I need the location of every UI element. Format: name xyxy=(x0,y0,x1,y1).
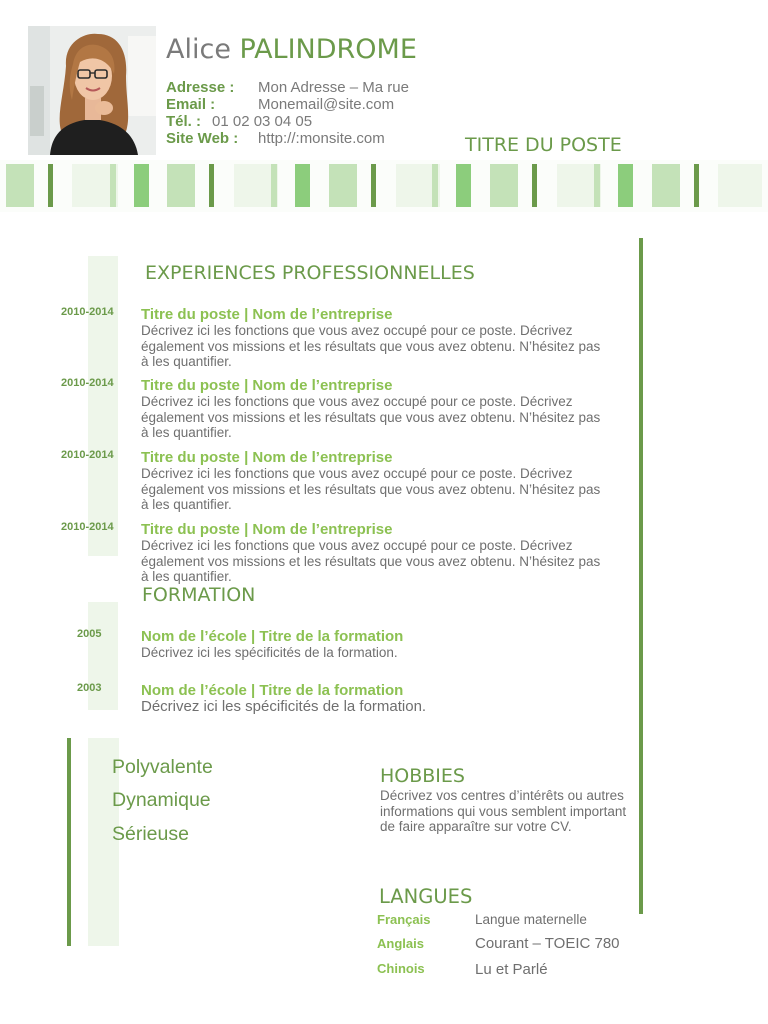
contact-email xyxy=(166,96,395,113)
education-date: 2003 xyxy=(77,682,102,694)
experience-date: 2010-2014 xyxy=(61,306,114,318)
last-name: PALINDROME xyxy=(239,34,417,65)
experience-item-description: Décrivez ici les fonctions que vous avez occupé pour ce poste. Décrivez également vos missions et les résultats que vous avez obtenu. N’hésitez pas à les quantifier. xyxy=(141,394,601,440)
stripe xyxy=(110,164,116,207)
education-item-description: Décrivez ici les spécificités de la formation. xyxy=(141,645,398,660)
language-level: Langue maternelle xyxy=(475,912,587,927)
stripe xyxy=(271,164,277,207)
contact-value: Monemail@site.com xyxy=(258,96,395,113)
right-divider xyxy=(639,238,643,914)
education-item-description: Décrivez ici les spécificités de la formation. xyxy=(141,698,427,715)
stripe xyxy=(652,164,680,207)
education-item xyxy=(141,682,426,715)
job-title: TITRE DU POSTE xyxy=(465,134,622,156)
experience-date: 2010-2014 xyxy=(61,521,114,533)
experience-item xyxy=(141,306,611,370)
experience-item xyxy=(141,377,611,441)
stripe xyxy=(594,164,600,207)
profile-photo xyxy=(28,26,156,155)
experience-item-description: Décrivez ici les fonctions que vous avez occupé pour ce poste. Décrivez également vos missions et les résultats que vous avez obtenu. N’hésitez pas à les quantifier. xyxy=(141,538,601,584)
qualities-divider xyxy=(67,738,71,946)
contact-label: Site Web : xyxy=(166,130,239,147)
experience-date: 2010-2014 xyxy=(61,377,114,389)
hobbies-section-title: HOBBIES xyxy=(380,765,465,787)
first-name: Alice xyxy=(166,34,231,65)
contact-phone xyxy=(166,113,313,130)
stripe xyxy=(694,164,699,207)
experience-item-title: Titre du poste | Nom de l’entreprise xyxy=(141,306,393,323)
education-item-title: Nom de l’école | Titre de la formation xyxy=(141,628,404,645)
education-item xyxy=(141,628,403,661)
experience-item xyxy=(141,449,611,513)
experience-item xyxy=(141,521,611,585)
experience-item-title: Titre du poste | Nom de l’entreprise xyxy=(141,449,393,466)
stripe xyxy=(209,164,214,207)
stripe xyxy=(490,164,518,207)
experience-item-title: Titre du poste | Nom de l’entreprise xyxy=(141,521,393,538)
contact-value: 01 02 03 04 05 xyxy=(212,113,313,130)
contact-address xyxy=(166,79,409,96)
stripe xyxy=(371,164,376,207)
stripe xyxy=(532,164,537,207)
stripe xyxy=(718,164,762,207)
language-name: Anglais xyxy=(377,936,424,951)
candidate-name xyxy=(166,34,417,65)
stripe xyxy=(6,164,34,207)
contact-value: Mon Adresse – Ma rue xyxy=(258,79,409,96)
contact-website xyxy=(166,130,385,147)
portrait-image xyxy=(28,26,156,155)
experience-item-description: Décrivez ici les fonctions que vous avez occupé pour ce poste. Décrivez également vos missions et les résultats que vous avez obtenu. N’hésitez pas à les quantifier. xyxy=(141,323,601,369)
language-name: Français xyxy=(377,912,431,927)
stripe xyxy=(329,164,357,207)
language-level: Courant – TOEIC 780 xyxy=(475,935,620,952)
languages-section-title: LANGUES xyxy=(379,885,473,908)
experience-item-description: Décrivez ici les fonctions que vous avez occupé pour ce poste. Décrivez également vos missions et les résultats que vous avez obtenu. N’hésitez pas à les quantifier. xyxy=(141,466,601,512)
language-name: Chinois xyxy=(377,961,425,976)
contact-label: Adresse : xyxy=(166,79,235,96)
stripe xyxy=(618,164,633,207)
stripe xyxy=(48,164,53,207)
quality-item: Dynamique xyxy=(112,789,211,811)
quality-item: Polyvalente xyxy=(112,756,213,778)
contact-value: http://:monsite.com xyxy=(258,130,385,147)
education-date: 2005 xyxy=(77,628,102,640)
experience-timeline-bar xyxy=(88,256,118,556)
language-level: Lu et Parlé xyxy=(475,961,548,978)
stripe xyxy=(456,164,471,207)
stripe xyxy=(134,164,149,207)
stripe xyxy=(167,164,195,207)
education-item-title: Nom de l’école | Titre de la formation xyxy=(141,682,404,699)
experience-section-title: EXPERIENCES PROFESSIONNELLES xyxy=(145,262,475,284)
hobbies-description: Décrivez vos centres d’intérêts ou autres informations qui vous semblent important de faire apparaître sur votre CV. xyxy=(380,788,627,834)
quality-item: Sérieuse xyxy=(112,823,189,845)
experience-date: 2010-2014 xyxy=(61,449,114,461)
experience-item-title: Titre du poste | Nom de l’entreprise xyxy=(141,377,393,394)
stripe xyxy=(295,164,310,207)
contact-label: Tél. : xyxy=(166,113,202,130)
education-section-title: FORMATION xyxy=(142,584,256,606)
contact-label: Email : xyxy=(166,96,216,113)
stripe xyxy=(432,164,438,207)
